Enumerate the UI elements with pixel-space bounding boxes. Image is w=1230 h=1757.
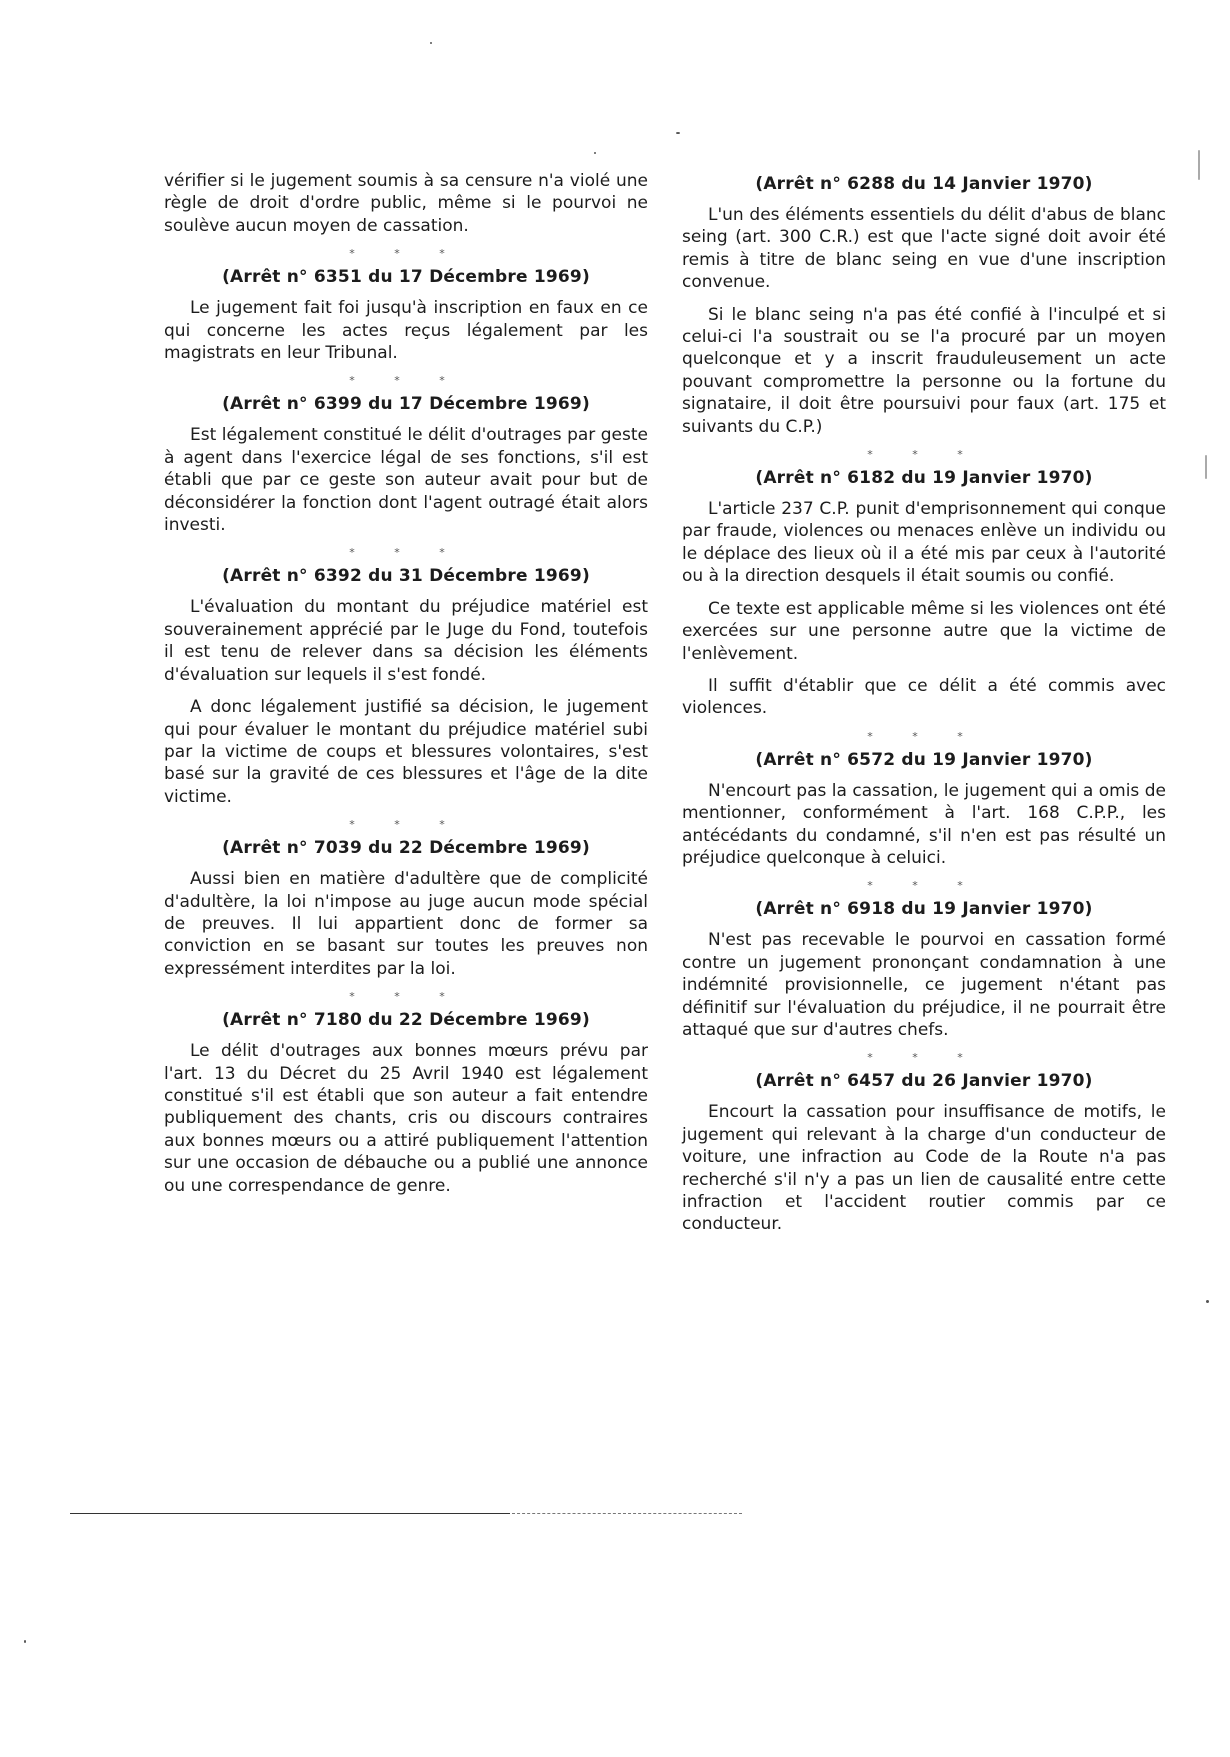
section-separator: * * * [349, 374, 463, 388]
ruling-paragraph: Est légalement constitué le délit d'outrages par geste à agent dans l'exercice légal de ses fonctions, s'il est établi que par ce geste son auteur avait pour but de déconsidérer la fonction dont l'agent outragé était alors investi. [164, 425, 648, 536]
ruling-paragraph: L'un des éléments essentiels du délit d'abus de blanc seing (art. 300 C.R.) est que l'acte signé doit avoir été remis à titre de blanc seing en vue d'une inscription convenue. [682, 205, 1166, 293]
section-separator: * * * [349, 818, 463, 832]
right-column [682, 170, 1166, 1246]
ruling-heading: (Arrêt n° 6392 du 31 Décembre 1969) [222, 566, 590, 587]
ruling-heading: (Arrêt n° 6182 du 19 Janvier 1970) [755, 468, 1093, 489]
footer-rule [70, 1513, 510, 1514]
section-separator: * * * [349, 247, 463, 261]
scan-speck [1205, 455, 1207, 479]
section-separator: * * * [349, 990, 463, 1004]
ruling-heading: (Arrêt n° 7180 du 22 Décembre 1969) [222, 1010, 590, 1031]
ruling-paragraph: Si le blanc seing n'a pas été confié à l'inculpé et si celui-ci l'a soustrait ou se l'a procuré par un moyen quelconque et y a inscrit frauduleusement un acte pouvant compromettre la personne ou la fortune du signataire, il doit être poursuivi pour faux (art. 175 et suivants du C.P.) [682, 304, 1166, 437]
section-separator: * * * [349, 546, 463, 560]
ruling-heading: (Arrêt n° 6288 du 14 Janvier 1970) [755, 174, 1093, 194]
ruling-heading: (Arrêt n° 6572 du 19 Janvier 1970) [755, 749, 1093, 770]
section-separator: * * * [867, 879, 981, 893]
ruling-heading: (Arrêt n° 6351 du 17 Décembre 1969) [222, 267, 590, 288]
ruling-paragraph: Il suffit d'établir que ce délit a été commis avec violences. [682, 675, 1166, 719]
scan-speck [676, 132, 680, 134]
ruling-paragraph: Le délit d'outrages aux bonnes mœurs prévu par l'art. 13 du Décret du 25 Avril 1940 est légalement constitué s'il est établi que son auteur a fait entendre publiquement des chants, cris ou discours contraires aux bonnes mœurs ou a attiré publiquement l'attention sur une occasion de débauche ou a publié une annonce ou une correspendance de genre. [164, 1041, 648, 1196]
ruling-paragraph: vérifier si le jugement soumis à sa censure n'a violé une règle de droit d'ordre public, même si le pourvoi ne soulève aucun moyen de cassation. [164, 171, 648, 236]
section-separator: * * * [867, 1051, 981, 1065]
left-column [164, 170, 648, 1207]
ruling-paragraph: L'évaluation du montant du préjudice matériel est souverainement apprécié par le Juge du Fond, toutefois il est tenu de relever dans sa décision les éléments d'évaluation sur lequels il s'est fondé. [164, 597, 648, 685]
ruling-heading: (Arrêt n° 6918 du 19 Janvier 1970) [755, 899, 1093, 920]
ruling-paragraph: A donc légalement justifié sa décision, le jugement qui pour évaluer le montant du préjudice matériel subi par la victime de coups et blessures volontaires, s'est basé sur la gravité de ces blessures et l'âge de la dite victime. [164, 697, 648, 807]
scan-speck [1198, 150, 1200, 180]
scan-speck [24, 1640, 26, 1643]
ruling-heading: (Arrêt n° 6399 du 17 Décembre 1969) [222, 394, 590, 415]
section-separator: * * * [867, 729, 981, 743]
scan-speck [594, 152, 596, 154]
ruling-paragraph: L'article 237 C.P. punit d'emprisonnement qui conque par fraude, violences ou menaces enlève un individu ou le déplace des lieux où il a été mis par ceux à l'autorité ou à la direction desquels il était soumis ou confié. [682, 499, 1166, 587]
scan-speck [430, 42, 432, 44]
ruling-paragraph: N'encourt pas la cassation, le jugement qui a omis de mentionner, conformément à l'art. 168 C.P.P., les antécédants du condamné, s'il n'en est pas résulté un préjudice quelconque à celuici. [682, 780, 1166, 868]
ruling-paragraph: Encourt la cassation pour insuffisance de motifs, le jugement qui relevant à la charge d'un conducteur de voiture, une infraction au Code de la Route n'a pas recherché s'il n'y a pas un lien de causalité entre cette infraction et l'accident routier commis par ce conducteur. [682, 1102, 1166, 1235]
footer-rule-dashed [512, 1513, 742, 1514]
ruling-paragraph: Ce texte est applicable même si les violences ont été exercées sur une personne autre que la victime de l'enlèvement. [682, 598, 1166, 664]
ruling-heading: (Arrêt n° 7039 du 22 Décembre 1969) [222, 838, 590, 859]
section-separator: * * * [867, 448, 981, 462]
ruling-heading: (Arrêt n° 6457 du 26 Janvier 1970) [755, 1071, 1093, 1092]
ruling-paragraph: Le jugement fait foi jusqu'à inscription en faux en ce qui concerne les actes reçus légalement par les magistrats en leur Tribunal. [164, 298, 648, 364]
ruling-paragraph: Aussi bien en matière d'adultère que de complicité d'adultère, la loi n'impose au juge aucun mode spécial de preuves. Il lui appartient donc de former sa conviction en se basant sur toutes les preuves non expressément interdites par la loi. [164, 869, 648, 979]
scan-speck [1206, 1300, 1209, 1303]
ruling-paragraph: N'est pas recevable le pourvoi en cassation formé contre un jugement prononçant condamnation à une indémnité provisionnelle, ce jugement n'étant pas définitif sur l'évaluation du préjudice, il ne pourrait être attaqué que sur d'autres chefs. [682, 930, 1166, 1040]
